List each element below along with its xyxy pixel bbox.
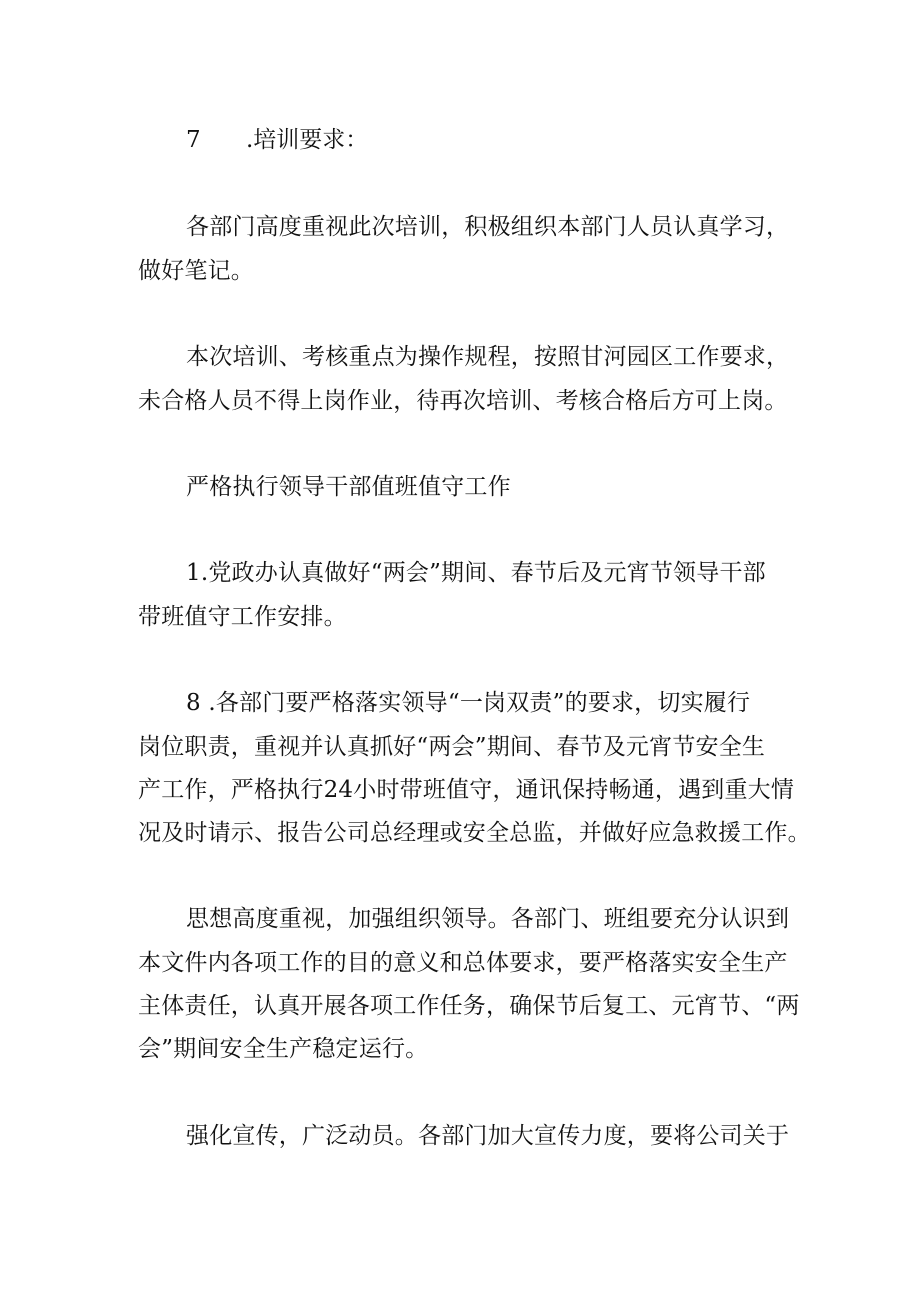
item-number: 7 bbox=[186, 127, 201, 153]
paragraph-line: 各部门高度重视此次培训，积极组织本部门人员认真学习， bbox=[186, 214, 790, 240]
paragraph-line: 思想高度重视，加强组织领导。各部门、班组要充分认识到 bbox=[186, 906, 790, 932]
paragraph-line: 本文件内各项工作的目的意义和总体要求，要严格落实安全生产 bbox=[138, 950, 788, 976]
paragraph-line: 带班值守工作安排。 bbox=[138, 604, 347, 630]
paragraph-line: 本次培训、考核重点为操作规程，按照甘河园区工作要求， bbox=[186, 344, 790, 370]
paragraph-line: 会”期间安全生产稳定运行。 bbox=[138, 1036, 429, 1062]
paragraph-line: 做好笔记。 bbox=[138, 258, 254, 284]
paragraph-line: 主体责任，认真开展各项工作任务，确保节后复工、元宵节、“两 bbox=[138, 993, 800, 1019]
paragraph-line: 强化宣传，广泛动员。各部门加大宣传力度，要将公司关于 bbox=[186, 1123, 790, 1149]
item-heading: .培训要求： bbox=[246, 127, 369, 153]
paragraph-line: 未合格人员不得上岗作业，待再次培训、考核合格后方可上岗。 bbox=[138, 388, 788, 414]
paragraph-line: 岗位职责，重视并认真抓好“两会”期间、春节及元宵节安全生 bbox=[138, 734, 766, 760]
paragraph-line: 8 .各部门要严格落实领导“一岗双责”的要求，切实履行 bbox=[186, 690, 751, 716]
section-heading: 严格执行领导干部值班值守工作 bbox=[186, 474, 511, 500]
paragraph-line: 况及时请示、报告公司总经理或安全总监，并做好应急救援工作。 bbox=[138, 820, 811, 846]
paragraph-line: 产工作，严格执行24小时带班值守，通讯保持畅通，遇到重大情 bbox=[138, 777, 795, 803]
paragraph-line: 1.党政办认真做好“两会”期间、春节后及元宵节领导干部 bbox=[186, 560, 766, 586]
